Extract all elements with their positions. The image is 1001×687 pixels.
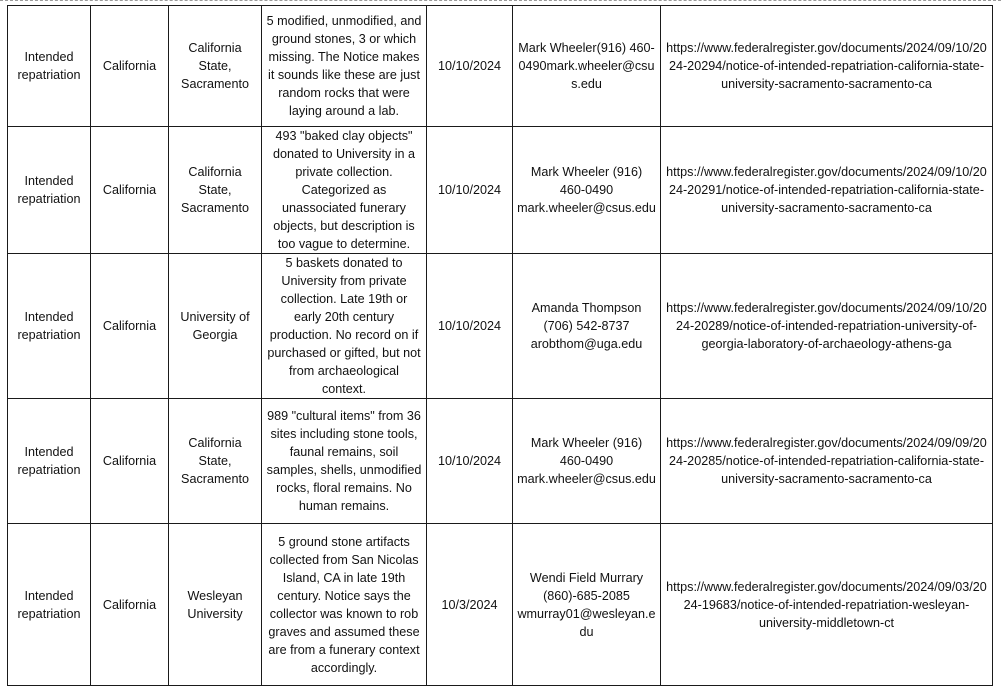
- contact-cell: Mark Wheeler(916) 460-0490mark.wheeler@csus.edu: [513, 6, 661, 127]
- action-cell: Intended repatriation: [8, 524, 91, 686]
- description-cell: 5 modified, unmodified, and ground stones, 3 or which missing. The Notice makes it sounds like these are just random rocks that were laying around a lab.: [262, 6, 427, 127]
- date-cell: 10/3/2024: [427, 524, 513, 686]
- date-cell: 10/10/2024: [427, 6, 513, 127]
- institution-cell: California State, Sacramento: [169, 6, 262, 127]
- state-cell: California: [91, 254, 169, 399]
- date-cell: 10/10/2024: [427, 254, 513, 399]
- state-cell: California: [91, 127, 169, 254]
- contact-cell: Amanda Thompson (706) 542-8737 arobthom@uga.edu: [513, 254, 661, 399]
- contact-cell: Mark Wheeler (916) 460-0490 mark.wheeler@csus.edu: [513, 127, 661, 254]
- url-cell[interactable]: https://www.federalregister.gov/documents/2024/09/10/2024-20291/notice-of-intended-repatriation-california-state-university-sacramento-sacramento-ca: [661, 127, 993, 254]
- date-cell: 10/10/2024: [427, 399, 513, 524]
- institution-cell: Wesleyan University: [169, 524, 262, 686]
- action-cell: Intended repatriation: [8, 254, 91, 399]
- institution-cell: California State, Sacramento: [169, 127, 262, 254]
- table-row: [8, 399, 993, 524]
- url-cell[interactable]: https://www.federalregister.gov/documents/2024/09/03/2024-19683/notice-of-intended-repatriation-wesleyan-university-middletown-ct: [661, 524, 993, 686]
- table-row: [8, 524, 993, 686]
- repatriation-table: [7, 5, 993, 686]
- state-cell: California: [91, 524, 169, 686]
- state-cell: California: [91, 6, 169, 127]
- contact-cell: Wendi Field Murrary (860)-685-2085 wmurray01@wesleyan.edu: [513, 524, 661, 686]
- description-cell: 5 baskets donated to University from private collection. Late 19th or early 20th century production. No record on if purchased or gifted, but not from archaeological context.: [262, 254, 427, 399]
- page-top-dashed-border: [0, 0, 1001, 1]
- table-row: [8, 127, 993, 254]
- url-cell[interactable]: https://www.federalregister.gov/documents/2024/09/10/2024-20289/notice-of-intended-repatriation-university-of-georgia-laboratory-of-archaeology-athens-ga: [661, 254, 993, 399]
- action-cell: Intended repatriation: [8, 6, 91, 127]
- date-cell: 10/10/2024: [427, 127, 513, 254]
- table-row: [8, 254, 993, 399]
- table-row: [8, 6, 993, 127]
- action-cell: Intended repatriation: [8, 399, 91, 524]
- url-cell[interactable]: https://www.federalregister.gov/documents/2024/09/09/2024-20285/notice-of-intended-repatriation-california-state-university-sacramento-sacramento-ca: [661, 399, 993, 524]
- description-cell: 493 "baked clay objects" donated to University in a private collection. Categorized as unassociated funerary objects, but description is too vague to determine.: [262, 127, 427, 254]
- description-cell: 5 ground stone artifacts collected from San Nicolas Island, CA in late 19th century. Notice says the collector was known to rob graves and assumed these are from a funerary context accordingly.: [262, 524, 427, 686]
- url-cell[interactable]: https://www.federalregister.gov/documents/2024/09/10/2024-20294/notice-of-intended-repatriation-california-state-university-sacramento-sacramento-ca: [661, 6, 993, 127]
- state-cell: California: [91, 399, 169, 524]
- description-cell: 989 "cultural items" from 36 sites including stone tools, faunal remains, soil samples, shells, unmodified rocks, floral remains. No human remains.: [262, 399, 427, 524]
- institution-cell: California State, Sacramento: [169, 399, 262, 524]
- action-cell: Intended repatriation: [8, 127, 91, 254]
- contact-cell: Mark Wheeler (916) 460-0490 mark.wheeler@csus.edu: [513, 399, 661, 524]
- institution-cell: University of Georgia: [169, 254, 262, 399]
